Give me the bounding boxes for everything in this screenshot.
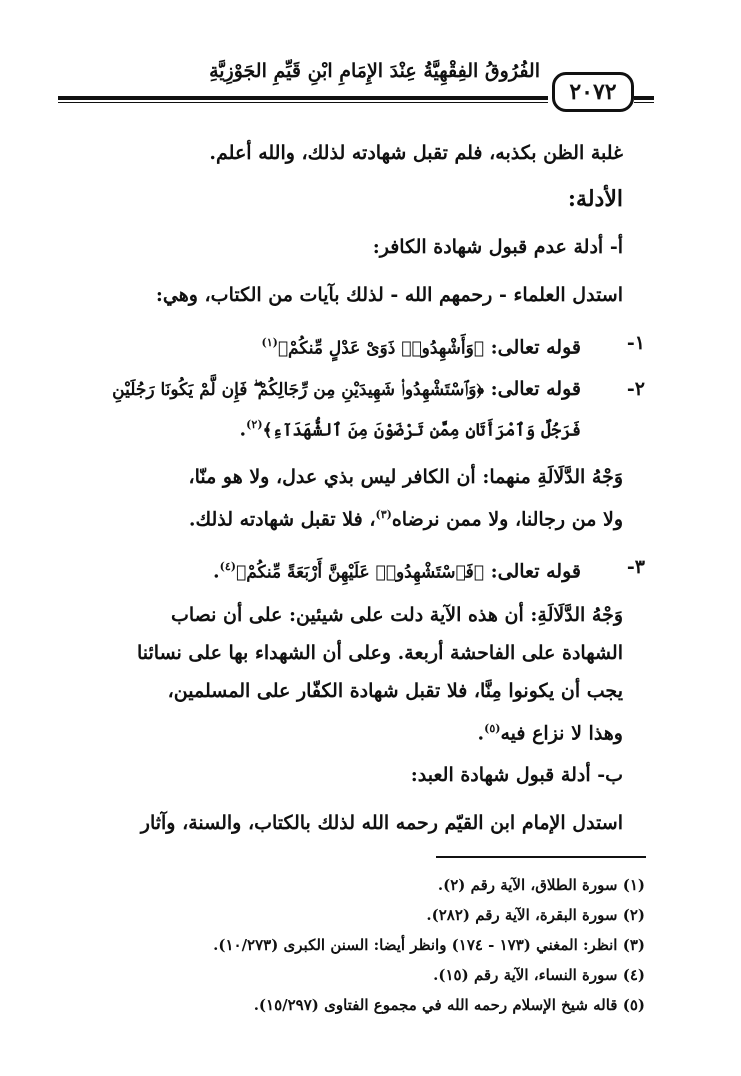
list-item-continued: فَرَجُلٌ وَٱمْرَأَتَانِ مِمَّن تَرْضَوْنَ مِنَ ٱلشُّهَدَآءِ﴾$^{(٢)}$. <box>239 418 581 441</box>
footnote <box>85 902 645 928</box>
header-rule-thin <box>58 102 548 103</box>
quran-verse: ﴿وَأَشْهِدُوا۟ ذَوَىْ عَدْلٍ مِّنكُمْ﴾ <box>277 338 484 359</box>
header-rule-right-thin <box>634 102 654 103</box>
page-header <box>0 58 741 116</box>
item-number: ٣- <box>626 556 645 578</box>
header-rule <box>58 96 548 100</box>
footnote-text: سورة البقرة، الآية رقم (٢٨٢). <box>426 906 618 924</box>
inline-heading: وَجْهُ الدَّلَالَةِ: <box>530 604 623 626</box>
list-item: قوله تعالى: ﴿فَٱسْتَشْهِدُوا۟ عَلَيْهِنَّ أَرْبَعَةً مِّنكُمْ﴾$^{(٤)}$. <box>213 560 581 583</box>
footnote-ref: (٥) <box>484 722 501 735</box>
body-line: غلبة الظن بكذبه، فلم تقبل شهادته لذلك، والله أعلم. <box>209 142 623 164</box>
footnote-text: قاله شيخ الإسلام رحمه الله في مجموع الفتاوى (١٥/٢٩٧). <box>253 996 618 1014</box>
paragraph-line: الشهادة على الفاحشة أربعة. وعلى أن الشهداء بها على نسائنا <box>136 642 623 664</box>
subheading-b: ب- أدلة قبول شهادة العبد: <box>410 764 623 786</box>
page-number: ٢٠٧٢ <box>552 72 634 112</box>
footnote-text: سورة النساء، الآية رقم (١٥). <box>433 966 618 984</box>
footnote-ref: (٣) <box>375 508 392 521</box>
quran-verse: ﴿وَٱسْتَشْهِدُوا۟ شَهِيدَيْنِ مِن رِّجَالِكُمْ ۖ فَإِن لَّمْ يَكُونَا رَجُلَيْنِ <box>112 380 484 400</box>
footnote-number: (٣) <box>622 936 645 954</box>
running-title: الفُرُوقُ الفِقْهِيَّةُ عِنْدَ الإِمَامِ ابْنِ قَيِّمِ الجَوْزِيَّةِ <box>209 60 540 82</box>
footnote <box>85 932 645 958</box>
intro-paragraph: استدل العلماء - رحمهم الله - لذلك بآيات من الكتاب، وهي: <box>155 284 623 306</box>
paragraph-line: وَجْهُ الدَّلَالَةِ: أن هذه الآية دلت على شيئين: على أن نصاب <box>170 604 623 626</box>
footnote-number: (٤) <box>622 966 645 984</box>
footnote-ref: (٤) <box>219 560 236 573</box>
footnote-ref: (١) <box>261 336 278 349</box>
footnote <box>85 992 645 1018</box>
item-number: ٢- <box>626 378 645 400</box>
section-heading: الأدلة: <box>567 186 623 212</box>
paragraph-line: يجب أن يكونوا مِنَّا، فلا تقبل شهادة الكفّار على المسلمين، <box>167 680 623 702</box>
paragraph-line: وهذا لا نزاع فيه$^{(٥)}$. <box>477 722 623 745</box>
header-rule-right <box>634 96 654 100</box>
paragraph-line: ولا من رجالنا، ولا ممن نرضاه$^{(٣)}$، فلا تقبل شهادته لذلك. <box>188 508 623 531</box>
verse-intro: قوله تعالى: <box>490 378 581 400</box>
quran-verse: ﴿فَٱسْتَشْهِدُوا۟ عَلَيْهِنَّ أَرْبَعَةً مِّنكُمْ﴾ <box>236 562 484 583</box>
footnote <box>85 962 645 988</box>
verse-intro: قوله تعالى: <box>490 336 581 359</box>
footnote-ref: (٢) <box>246 418 263 431</box>
footnote <box>85 872 645 898</box>
quran-verse: فَرَجُلٌ وَٱمْرَأَتَانِ مِمَّن تَرْضَوْنَ مِنَ ٱلشُّهَدَآءِ﴾ <box>262 420 581 441</box>
verse-intro: قوله تعالى: <box>490 560 581 583</box>
footnote-separator <box>436 856 646 858</box>
intro-paragraph: استدل الإمام ابن القيّم رحمه الله لذلك بالكتاب، والسنة، وآثار <box>140 812 623 834</box>
footnote-number: (٥) <box>622 996 645 1014</box>
subheading-a: أ- أدلة عدم قبول شهادة الكافر: <box>372 236 623 258</box>
footnote-number: (٢) <box>622 906 645 924</box>
item-number: ١- <box>626 332 645 354</box>
footnote-text: انظر: المغني (١٧٣ - ١٧٤) وانظر أيضا: السنن الكبرى (١٠/٢٧٣). <box>213 936 618 954</box>
list-item <box>81 374 581 405</box>
inline-heading: وَجْهُ الدَّلَالَةِ منهما: <box>482 466 623 488</box>
paragraph-line: وَجْهُ الدَّلَالَةِ منهما: أن الكافر ليس بذي عدل، ولا هو منّا، <box>188 466 623 488</box>
footnote-number: (١) <box>622 876 645 894</box>
footnote-text: سورة الطلاق، الآية رقم (٢). <box>437 876 618 894</box>
list-item <box>81 328 581 363</box>
